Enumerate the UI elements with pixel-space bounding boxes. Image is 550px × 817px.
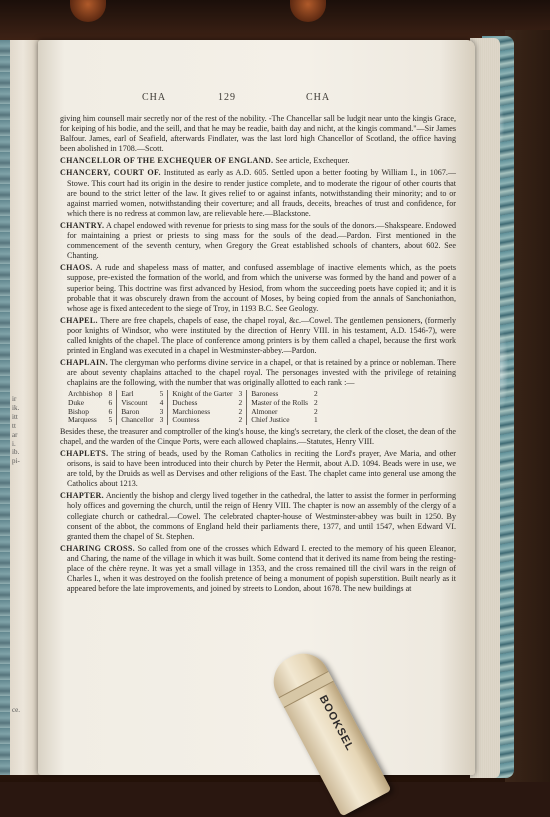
- table-row: Countess 2: [172, 415, 243, 425]
- entry-exchequer: CHANCELLOR OF THE EXCHEQUER OF ENGLAND. See article, Exchequer.: [60, 156, 350, 166]
- left-fragment: ar: [12, 431, 18, 439]
- table-row: Baroness 2: [251, 389, 318, 399]
- entry-chapel: CHAPEL. There are free chapels, chapels of ease, the chapel royal, &c.—Cowel. The gentlemen pensioners, (formerly poor knights of Windsor, who were instituted by the direction of Henry VIII. in his testament, A.D. 1546-7), were called knights of the chapel. The place of conference among printers is by them called a chapel, because the first work printed in England was executed in a chapel in Westminster-abbey.—Pardon.: [60, 315, 456, 356]
- entry-chaplain: CHAPLAIN. The clergyman who performs divine service in a chapel, or that is retained by a prince or nobleman. There are about seventy chaplains attached to the chapel royal. The personages invested with the privilege of retaining chaplains are the following, with the number that was originally allotted to each rank :—: [60, 358, 456, 388]
- table-row: Duke 6: [68, 398, 113, 408]
- left-fragment: ik.: [12, 404, 20, 412]
- table-row: Almoner 2: [251, 406, 318, 416]
- rank-column: [251, 390, 322, 424]
- page-number: 129: [218, 92, 236, 103]
- rank-column: [121, 390, 168, 424]
- dictionary-text: [60, 114, 456, 596]
- entry-chantry: CHANTRY. A chapel endowed with revenue for priests to sing mass for the souls of the donors.—Shakspeare. Endowed for maintaining a priest or priests to sing mass for the souls of the dead.—Pardon. First mentioned in the commencement of the seventh century, when Gregory the Great established schools of chanters, about 602. See Chanting.: [60, 220, 456, 261]
- table-row: Chancellor 3: [121, 415, 164, 425]
- table-row: Archbishop 8: [68, 389, 113, 399]
- left-fragment: i.: [12, 440, 16, 448]
- table-row: Baron 3: [121, 406, 164, 416]
- left-fragment: tt: [12, 422, 16, 430]
- entry-chaplets: CHAPLETS. The string of beads, used by the Roman Catholics in reciting the Lord's prayer, Ave Maria, and other orisons, is said to have been introduced into their church by Peter the Hermit, about A.D. 1094. Beads were in use, we are told, by the Druids as well as Dervises and other religions of the East. The chaplet came into general use among the Catholics about 1213.: [60, 449, 456, 489]
- left-fragment: ce.: [12, 706, 20, 714]
- left-fragment: itt: [12, 413, 18, 421]
- table-row: Chief Justice 1: [251, 415, 318, 425]
- left-fragment: pi-: [12, 457, 20, 465]
- left-fragment: ir: [12, 395, 17, 403]
- rank-column: [172, 390, 247, 424]
- entry-chaos: CHAOS. A rude and shapeless mass of matter, and confused assemblage of inactive elements which, as the poets suppose, pre-existed the formation of the world, and from which the universe was formed by the hand and power of a superior being. This doctrine was first advanced by Hesiod, from whom the succeeding poets have copied it; and it is probable that it was obscurely drawn from the account of Moses, by being copied from the annals of Sanchoniathon, whose age is fixed antecedent to the siege of Troy, in 1193 B.C. See Geology.: [60, 263, 456, 313]
- entry-chancery: CHANCERY, COURT OF. Instituted as early as A.D. 605. Settled upon a better footing by William I., in 1067.—Stowe. This court had its origin in the desire to render justice complete, and to moderate the rigour of other courts that are bound to the strict letter of the law. It gives relief to or against infants, notwithstanding their minority; and to or against married women, notwithstanding their coverture; and all frauds, deceits, breaches of trust and confidence, for which there is no redress at common law, are relievable here.—Blackstone.: [60, 168, 456, 218]
- table-row: Knight of the Garter 3: [172, 389, 243, 399]
- table-row: Viscount 4: [121, 398, 164, 408]
- left-marbled-edge: [0, 40, 10, 775]
- table-row: Bishop 6: [68, 406, 113, 416]
- running-head-right: CHA: [306, 92, 331, 103]
- entry-chaplain-continued: Besides these, the treasurer and comptroller of the king's house, the king's secretary, the clerk of the closet, the dean of the chapel, and the warden of the Cinque Ports, were each allowed chaplains.—Statutes, Henry VIII.: [60, 426, 456, 446]
- left-fragment: ib.: [12, 448, 20, 456]
- table-row: Marquess 5: [68, 415, 113, 425]
- entry-charing-cross: CHARING CROSS. So called from one of the crosses which Edward I. erected to the memory of his queen Eleanor, and Charing, the name of the village in which it was built. Some contend that it derived its name from being the resting-place of the chère reyne. It was yet a small village in 1353, and the cross remained till the civil wars in the reign of Charles I., when it was destroyed on the foolish pretence of being a monument of popish superstition. Built nearly as it appeared before the late improvements, and joined by streets to London, about 1678. The new buildings at: [60, 543, 457, 594]
- entry-continuation: giving him counsell mair secretly nor of the rest of the nobility. -The Chancellar sall be ludgit near unto the kingis Grace, for keiping of his bodie, and the seill, and that he may be readie, baith day and nicht, at the kingis command."—Sir James Balfour. James, earl of Seafield, afterwards Findlater, was the last lord high Chancellor of Scotland, the office having been abolished in 1708.—Scott.: [60, 114, 456, 154]
- table-row: Marchioness 2: [172, 406, 243, 416]
- chaplain-rank-table: [68, 390, 456, 424]
- rank-column: [68, 390, 117, 424]
- table-row: Duchess 2: [172, 398, 243, 408]
- bookmark-label: BOOKSEL: [316, 693, 356, 754]
- table-row: Earl 5: [121, 389, 164, 399]
- table-row: Master of the Rolls 2: [251, 398, 318, 408]
- entry-chapter: CHAPTER. Anciently the bishop and clergy lived together in the cathedral, the latter to assist the former in performing holy offices and governing the church, until the reign of Henry VIII. The chapter is now an assembly of the clergy of a collegiate church or cathedral.—Cowel. The celebrated chapter-house of Westminster-abbey was built in 1250. By consent of the abbot, the commons of England held their parliaments there, 1377, and until 1547, when Edward VI. granted them the chapel of St. Stephen.: [60, 491, 456, 541]
- running-head-left: CHA: [142, 92, 167, 103]
